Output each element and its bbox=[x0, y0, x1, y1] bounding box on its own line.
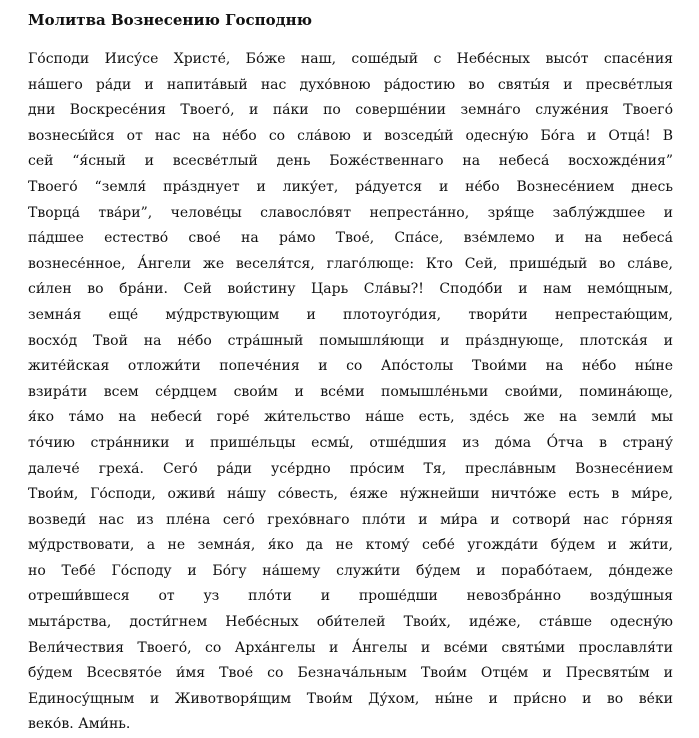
text-line-7: Творца́ тва́ри”, челове́цы славосло́вят непреста́нно, зря́ще заблу́ждшее и bbox=[28, 204, 673, 221]
text-line-15: я́ко та́мо на небеси́ горе́ жи́тельство на́ше есть, зде́сь же на земли́ мы bbox=[28, 409, 673, 426]
text-line-16: то́чию стра́нники и прише́льцы есмы́, отше́дшия из до́ма О́тча в страну́ bbox=[28, 434, 673, 451]
text-line-20: му́дрствовати, а не земна́я, я́ко да не ктому́ себе́ угожда́ти бу́дем и жи́ти, bbox=[28, 537, 673, 554]
prayer-text bbox=[28, 47, 673, 738]
text-line-9: вознесе́нное, А́нгели же веселя́тся, глаго́люще: Кто Сей, прише́дый во сла́ве, bbox=[28, 255, 673, 272]
text-line-6: Твоего́ “земля́ пра́зднует и лику́ет, ра́дуется и не́бо Вознесе́нием днесь bbox=[28, 178, 673, 195]
text-line-26: Единосу́щным и Животворя́щим Твои́м Ду́хом, ны́не и при́сно и во ве́ки bbox=[28, 690, 673, 707]
text-line-2: на́шего ра́ди и напита́вый нас духо́вною ра́достию во святы́я и пресве́тлыя bbox=[28, 76, 673, 93]
text-line-21: но Тебе́ Го́споду и Бо́гу на́шему служи́ти бу́дем и порабо́таем, до́ндеже bbox=[28, 562, 673, 579]
text-line-1: Го́споди Иису́се Христе́, Бо́же наш, соше́дый с Небе́сных высо́т спасе́ния bbox=[28, 51, 673, 67]
text-line-4: вознесы́йся от нас на не́бо со сла́вою и возседы́й одесну́ю Бо́га и Отца́! В bbox=[28, 127, 673, 144]
text-line-23: мыта́рства, дости́гнем Небе́сных оби́телей Твои́х, иде́же, ста́вше одесну́ю bbox=[28, 614, 673, 631]
text-line-12: восхо́д Твой на не́бо стра́шный помышля́ющи и пра́зднующе, плотска́я и bbox=[28, 332, 673, 349]
text-line-18: Твои́м, Го́споди, оживи́ на́шу со́весть, е́яже ну́жнейши ничто́же есть в ми́ре, bbox=[28, 486, 673, 503]
text-line-19: возведи́ нас из пле́на сего́ грехо́внаго пло́ти и ми́ра и сотвори́ нас го́рняя bbox=[28, 511, 673, 528]
text-line-8: па́дшее естество́ свое́ на ра́мо Твое́, Спа́се, взе́млемо и на небеса́ bbox=[28, 230, 673, 247]
text-line-3: дни Воскресе́ния Твоего́, и па́ки по соверше́нии земна́го служе́ния Твоего́ bbox=[28, 102, 673, 119]
text-line-5: сей “я́сный и всесве́тлый день Боже́ственнаго на небеса́ восхожде́ния” bbox=[28, 153, 673, 170]
text-line-11: земна́я еще́ му́дрствующим и плотоуго́дия, твори́ти непрестаю́щим, bbox=[28, 306, 673, 323]
text-line-13: жите́йская отложи́ти попече́ния и со Апо́столы Твои́ми на не́бо ны́не bbox=[28, 358, 673, 375]
text-line-17: далече́ греха́. Сего́ ра́ди усе́рдно про́сим Тя, пресла́вным Вознесе́нием bbox=[28, 460, 673, 477]
text-line-25: бу́дем Всесвято́е и́мя Твое́ со Безнача́льным Твои́м Отце́м и Пресвяты́м и bbox=[28, 665, 673, 682]
text-line-22: отреши́вшеся от уз пло́ти и проше́дши невозбра́нно возду́шныя bbox=[28, 588, 673, 605]
text-line-14: взира́ти всем се́рдцем свои́м и все́ми помышле́ньми свои́ми, помина́юще, bbox=[28, 383, 673, 400]
text-line-10: си́лен во бра́ни. Сей вои́стину Царь Сла́вы?! Сподо́би и нам немо́щным, bbox=[28, 281, 673, 298]
page-title: Молитва Вознесению Господню bbox=[28, 11, 312, 29]
text-line-24: Вели́чествия Твоего́, со Арха́нгелы и А́нгелы и все́ми святы́ми прославля́ти bbox=[28, 639, 673, 656]
text-line-27: веко́в. Ами́нь. bbox=[28, 716, 131, 733]
